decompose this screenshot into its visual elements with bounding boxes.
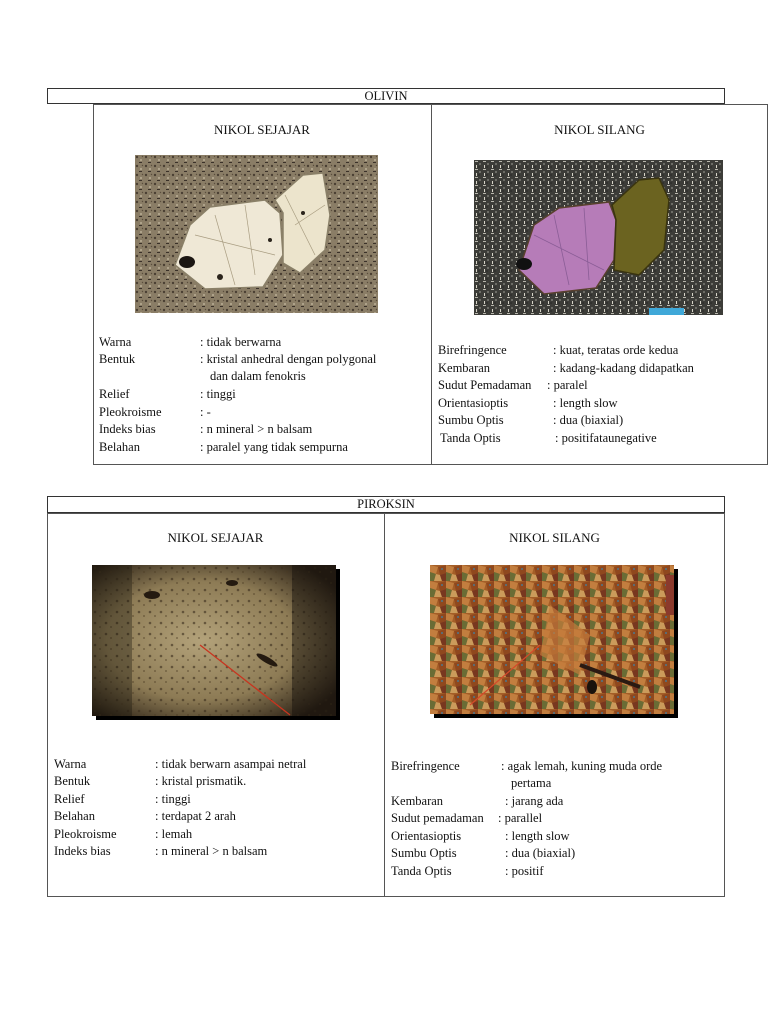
property-label: Birefringence <box>391 759 460 773</box>
property-label: Bentuk <box>54 774 91 788</box>
property-value: : tinggi <box>200 387 236 401</box>
piroksin-crossed-heading: NIKOL SILANG <box>509 530 600 545</box>
property-label: Birefringence <box>438 343 507 357</box>
property-value: : kristal prismatik. <box>155 774 247 788</box>
property-label: Tanda Optis <box>391 864 452 878</box>
property-value: : dua (biaxial) <box>505 846 576 860</box>
olivin-crossed-heading: NIKOL SILANG <box>554 122 645 137</box>
property-label: Relief <box>54 792 85 806</box>
piroksin-crossed-photomicrograph <box>430 565 678 718</box>
property-label: Pleokroisme <box>54 827 117 841</box>
property-label: Warna <box>99 335 132 349</box>
piroksin-parallel-photomicrograph <box>92 565 340 720</box>
property-value: : kadang-kadang didapatkan <box>553 361 694 375</box>
property-label: Sudut Pemadaman <box>438 378 532 392</box>
olivin-parallel-photomicrograph <box>135 155 378 313</box>
property-label: Sumbu Optis <box>391 846 457 860</box>
property-value: : jarang ada <box>505 794 564 808</box>
property-label: Kembaran <box>438 361 491 375</box>
olivin-crossed-photomicrograph <box>474 160 723 315</box>
piroksin-title-bar <box>47 496 725 513</box>
property-value: : n mineral > n balsam <box>200 422 313 436</box>
property-value: : positif <box>505 864 544 878</box>
property-value: : paralel yang tidak sempurna <box>200 440 348 454</box>
property-value: : n mineral > n balsam <box>155 844 268 858</box>
piroksin-column-divider <box>384 513 385 897</box>
olivin-title: OLIVIN <box>364 89 408 103</box>
property-value: dan dalam fenokris <box>210 369 306 383</box>
property-value: : length slow <box>505 829 570 843</box>
property-label: Relief <box>99 387 130 401</box>
property-value: : kristal anhedral dengan polygonal <box>200 352 377 366</box>
property-label: Belahan <box>54 809 95 823</box>
olivin-title-bar <box>47 88 725 104</box>
property-label: Sumbu Optis <box>438 413 504 427</box>
property-label: Indeks bias <box>54 844 111 858</box>
property-value: : tinggi <box>155 792 191 806</box>
olivin-parallel-heading: NIKOL SEJAJAR <box>214 122 310 137</box>
piroksin-parallel-heading: NIKOL SEJAJAR <box>167 530 264 545</box>
property-label: Bentuk <box>99 352 136 366</box>
property-value: : length slow <box>553 396 618 410</box>
property-value: : paralel <box>547 378 588 392</box>
property-label: Kembaran <box>391 794 444 808</box>
property-value: : tidak berwarn asampai netral <box>155 757 307 771</box>
property-value: pertama <box>511 776 552 790</box>
property-value: : parallel <box>498 811 543 825</box>
property-value: : tidak berwarna <box>200 335 282 349</box>
property-value: : - <box>200 405 211 419</box>
property-label: Pleokroisme <box>99 405 162 419</box>
property-label: Orientasioptis <box>438 396 509 410</box>
property-label: Tanda Optis <box>440 431 501 445</box>
property-value: : agak lemah, kuning muda orde <box>501 759 663 773</box>
property-label: Warna <box>54 757 87 771</box>
property-value: : positifataunegative <box>555 431 657 445</box>
property-label: Sudut pemadaman <box>391 811 484 825</box>
property-label: Indeks bias <box>99 422 156 436</box>
piroksin-title: PIROKSIN <box>357 497 415 511</box>
property-label: Belahan <box>99 440 140 454</box>
property-value: : dua (biaxial) <box>553 413 624 427</box>
property-value: : lemah <box>155 827 193 841</box>
property-value: : terdapat 2 arah <box>155 809 236 823</box>
property-label: Orientasioptis <box>391 829 462 843</box>
property-value: : kuat, teratas orde kedua <box>553 343 679 357</box>
olivin-column-divider <box>431 104 432 465</box>
